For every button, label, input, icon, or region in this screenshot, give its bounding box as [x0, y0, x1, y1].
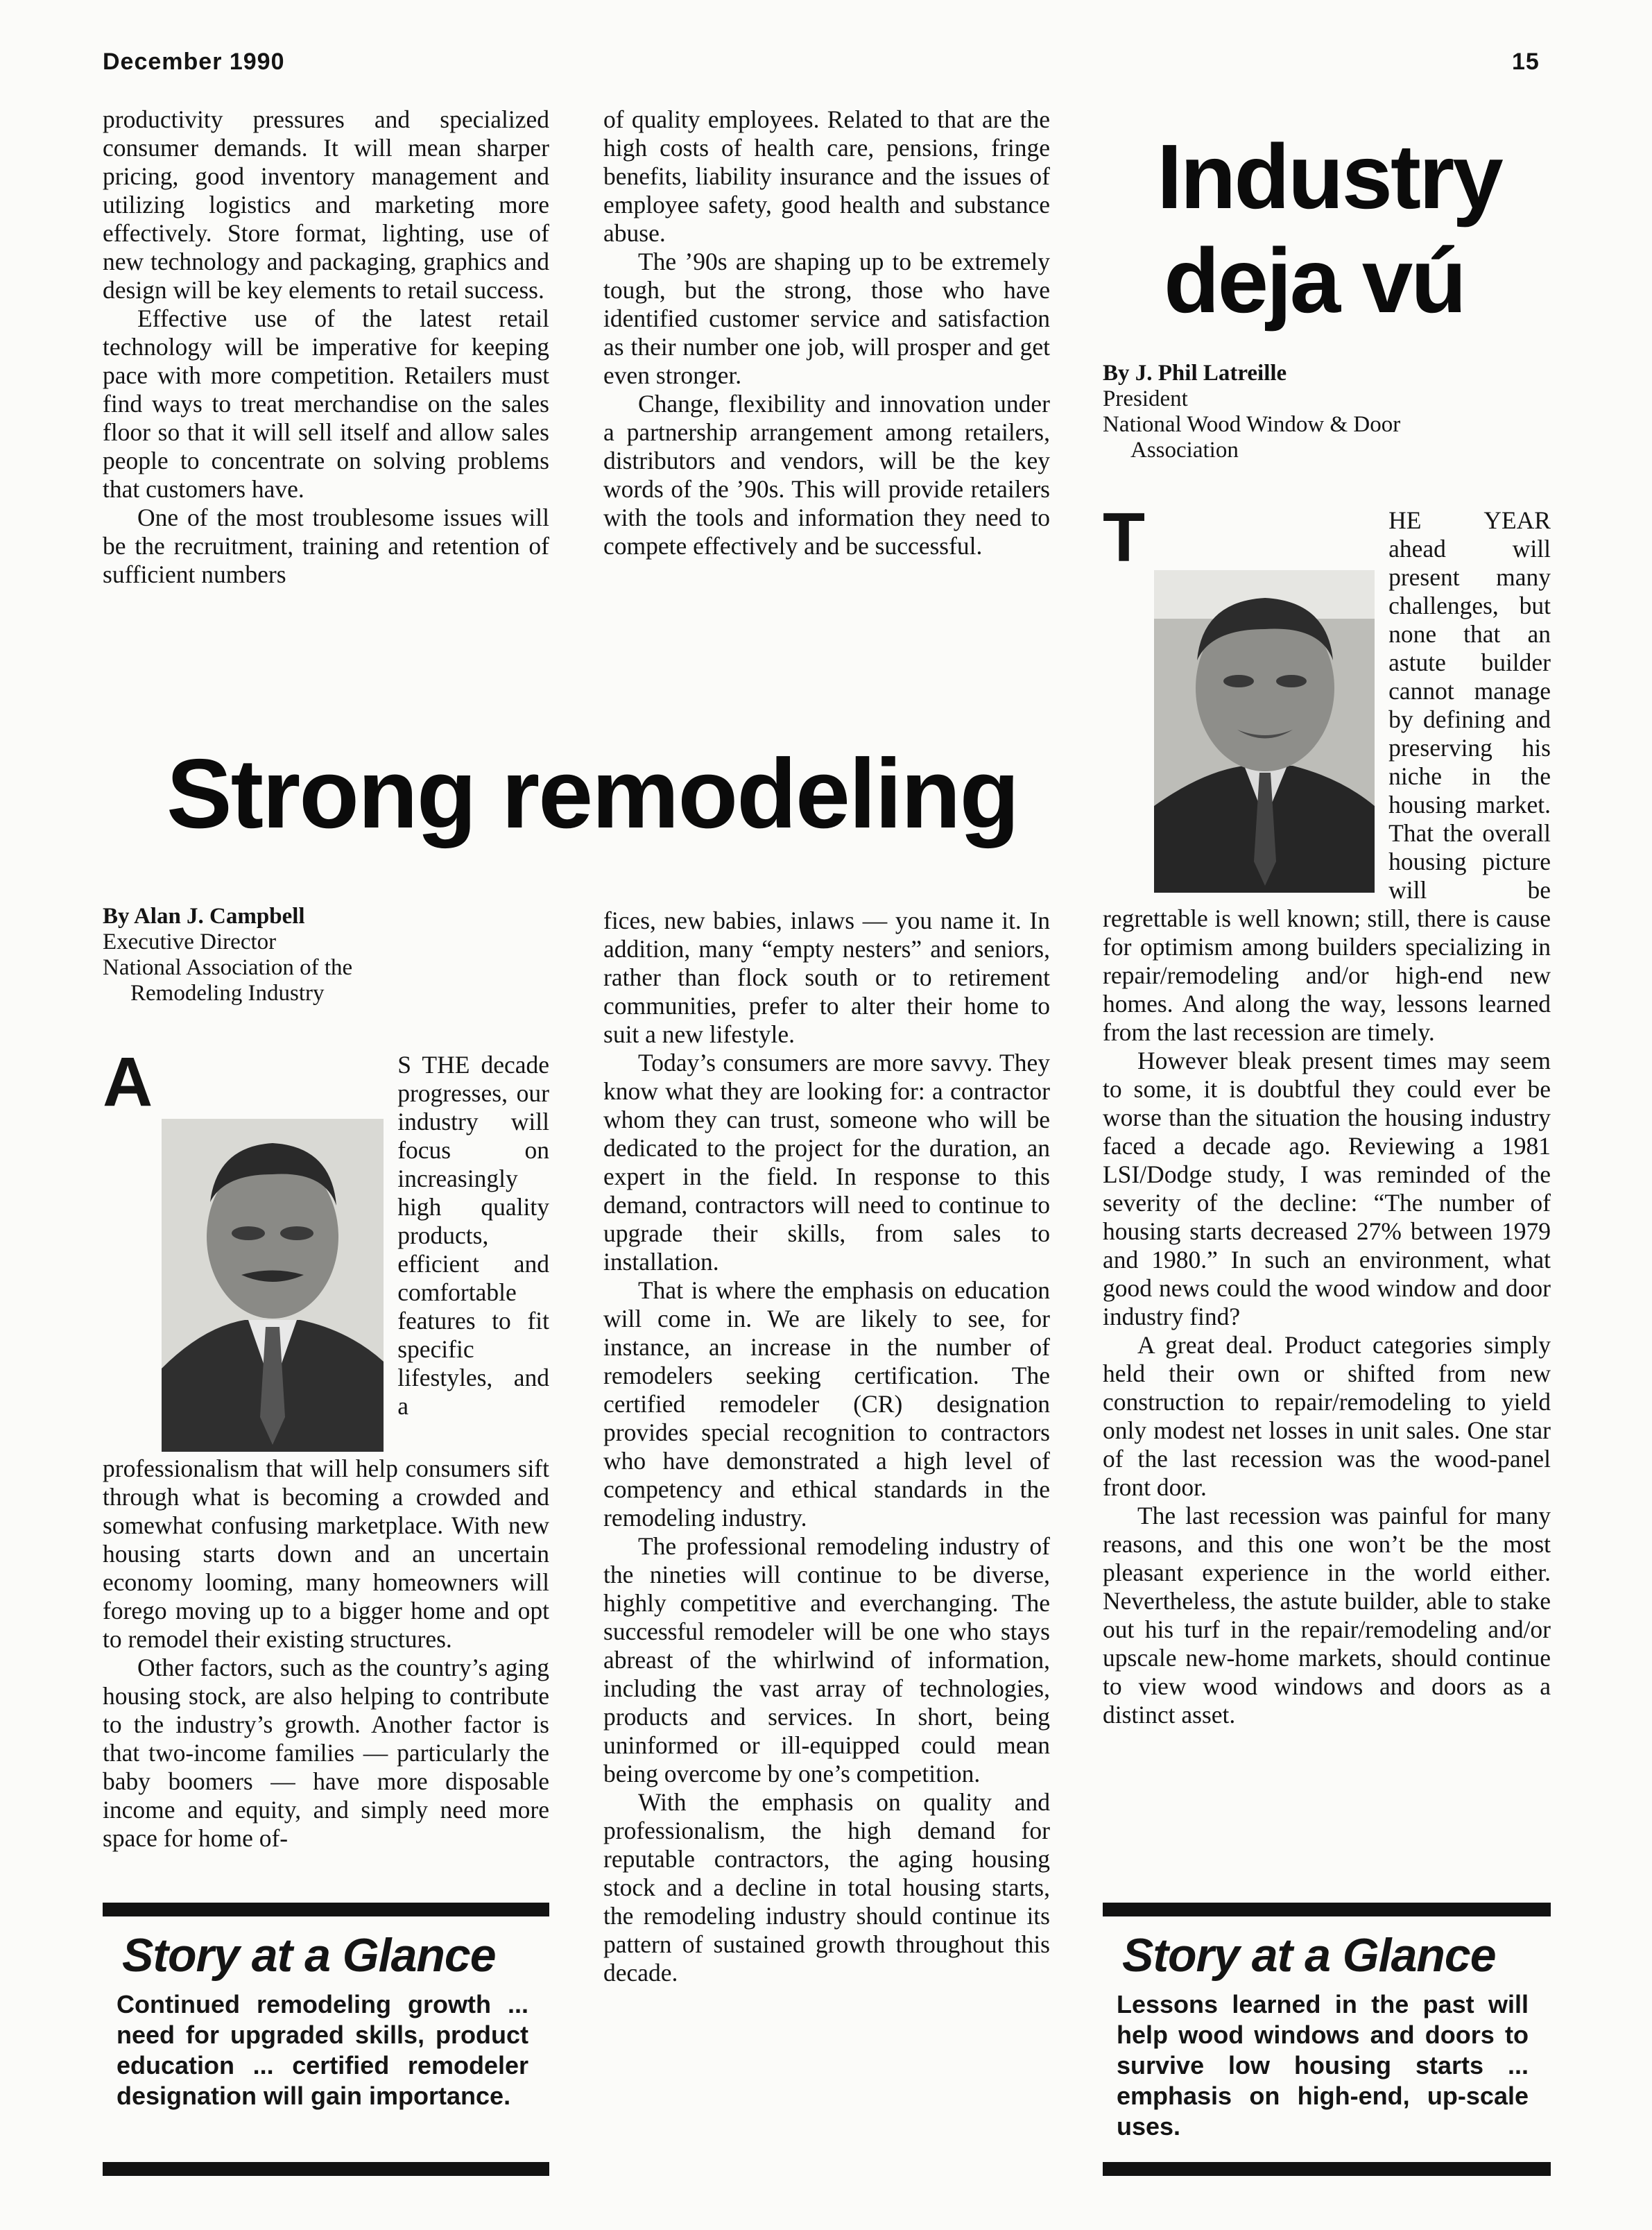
- byline-org: National Wood Window & Door: [1103, 412, 1401, 437]
- article-byline: [1103, 361, 1560, 463]
- paragraph: The last recession was painful for many reasons, and this one won’t be the most pleasant experience in the world either. Nevertheless, the astute builder, able to stake out his turf in the repair/remodeling and/or upscale new-home markets, should continue to view wood windows and doors as a distinct asset.: [1103, 1502, 1551, 1729]
- lead-text: S THE decade progresses, our industry will focus on increasingly high quality products, efficient and comfortable features to fit specific lifestyles, and a professionalism that will help consumers sift through what is becoming a crowded and somewhat confusing marketplace. With new housing starts down and an uncertain economy looming, many homeowners will forego moving up to a bigger home and opt to remodel their existing structures.: [103, 1051, 549, 1653]
- glance-rule-bottom: [1103, 2162, 1551, 2176]
- remodeling-column-2: [603, 907, 1050, 1987]
- byline-author: By Alan J. Campbell: [103, 904, 305, 929]
- lead-paragraph: [103, 1043, 549, 1654]
- paragraph: The ’90s are shaping up to be extremely tough, but the strong, those who have identified customer service and satisfaction as their number one job, will prosper and get even stronger.: [603, 248, 1050, 389]
- paragraph: Today’s consumers are more savvy. They know what they are looking for: a contractor whom they can trust, someone who will be dedicated to the project for the duration, an expert in the field. In response to this demand, contractors will need to continue to upgrade their skills, from sales to installation.: [603, 1049, 1050, 1276]
- glance-rule-top: [1103, 1903, 1551, 1916]
- lead-paragraph: [1103, 499, 1551, 1047]
- paragraph: The professional remodeling industry of the nineties will continue to be diverse, highly competitive and everchanging. The successful remodeler will be one who stays abreast of the whirlwind of information, including the vast array of technologies, products and services. In short, being uninformed or ill-equipped could mean being overcome by one’s competition.: [603, 1532, 1050, 1787]
- paragraph: fices, new babies, inlaws — you name it. In addition, many “empty nesters” and seniors, rather than flock south or to retirement communities, prefer to alter their home to suit a new lifestyle.: [603, 907, 1050, 1048]
- glance-title: Story at a Glance: [122, 1929, 496, 1982]
- paragraph: Change, flexibility and innovation under a partnership arrangement among retailers, distributors and vendors, will be the key words of the ’90s. This will provide retailers with the tools and information they need to compete effectively and be successful.: [603, 390, 1050, 560]
- author-photo: [1154, 570, 1375, 893]
- paragraph: A great deal. Product categories simply held their own or shifted from new construction to repair/remodeling to yield only modest net losses in unit sales. One star of the last recession was the wood-panel front door.: [1103, 1331, 1551, 1501]
- paragraph: However bleak present times may seem to some, it is doubtful they could ever be worse than the situation the housing industry faced a decade ago. Reviewing a 1981 LSI/Dodge study, I was reminded of the severity of the decline: “The number of housing starts decreased 27% between 1979 and 1980.” In such an environment, what good news could the wood window and door industry find?: [1103, 1047, 1551, 1330]
- issue-date: December 1990: [103, 49, 285, 75]
- drop-cap: A: [103, 1043, 153, 1121]
- industry-column: [1103, 499, 1551, 1729]
- lead-text: HE YEAR ahead will present many challenges, but none that an astute builder cannot manage by defining and preserving his niche in the housing market. That the overall housing picture will be regrettable is well known; still, there is cause for optimism among builders specializing in repair/remodeling and/or high-end new homes. And along the way, lessons learned from the last recession are timely.: [1103, 506, 1551, 1046]
- paragraph: One of the most troublesome issues will be the recruitment, training and retention of sufficient numbers: [103, 504, 549, 588]
- byline-org: National Association of the: [103, 955, 353, 980]
- glance-title: Story at a Glance: [1122, 1929, 1496, 1982]
- byline-author: By J. Phil Latreille: [1103, 361, 1287, 386]
- remodeling-column-1: [103, 1043, 549, 1853]
- glance-summary: Lessons learned in the past will help wood windows and doors to survive low housing starts ... emphasis on high-end, up-scale uses.: [1117, 1990, 1529, 2141]
- page-number: 15: [1512, 49, 1540, 75]
- paragraph: Other factors, such as the country’s aging housing stock, are also helping to contribute to the industry’s growth. Another factor is that two-income families — particularly the baby boomers — have more disposable income and equity, and simply need more space for home of-: [103, 1654, 549, 1852]
- article-headline-line1: Industry: [1157, 126, 1502, 228]
- author-photo: [162, 1119, 384, 1452]
- article-byline: [103, 904, 560, 1006]
- continued-article-column-2: [603, 105, 1050, 560]
- continued-article-column-1: [103, 105, 549, 589]
- article-headline-line2: deja vú: [1164, 230, 1465, 332]
- glance-rule-bottom: [103, 2162, 549, 2176]
- paragraph: That is where the emphasis on education will come in. We are likely to see, for instance, an increase in the number of remodelers seeking certification. The certified remodeler (CR) designation provides special recognition to contractors who have demonstrated a high level of competency and ethical standards in the remodeling industry.: [603, 1276, 1050, 1532]
- byline-org-cont: Remodeling Industry: [130, 981, 325, 1006]
- byline-org-cont: Association: [1130, 438, 1239, 463]
- drop-cap: T: [1103, 499, 1146, 576]
- paragraph: of quality employees. Related to that are the high costs of health care, pensions, fringe benefits, liability insurance and the issues of employee safety, good health and substance abuse.: [603, 105, 1050, 247]
- byline-title: Executive Director: [103, 929, 277, 954]
- byline-title: President: [1103, 386, 1188, 411]
- glance-summary: Continued remodeling growth ... need for upgraded skills, product education ... certified remodeler designation will gain importance.: [117, 1990, 528, 2110]
- article-headline: Strong remodeling: [166, 739, 1019, 849]
- glance-rule-top: [103, 1903, 549, 1916]
- paragraph: With the emphasis on quality and professionalism, the high demand for reputable contractors, the aging housing stock and a decline in total housing starts, the remodeling industry should continue its pattern of sustained growth throughout this decade.: [603, 1788, 1050, 1987]
- paragraph: productivity pressures and specialized consumer demands. It will mean sharper pricing, good inventory management and utilizing logistics and marketing more effectively. Store format, lighting, use of new technology and packaging, graphics and design will be key elements to retail success.: [103, 105, 549, 304]
- paragraph: Effective use of the latest retail technology will be imperative for keeping pace with more competition. Retailers must find ways to treat merchandise on the sales floor so that it will sell itself and allow sales people to concentrate on solving problems that customers have.: [103, 305, 549, 503]
